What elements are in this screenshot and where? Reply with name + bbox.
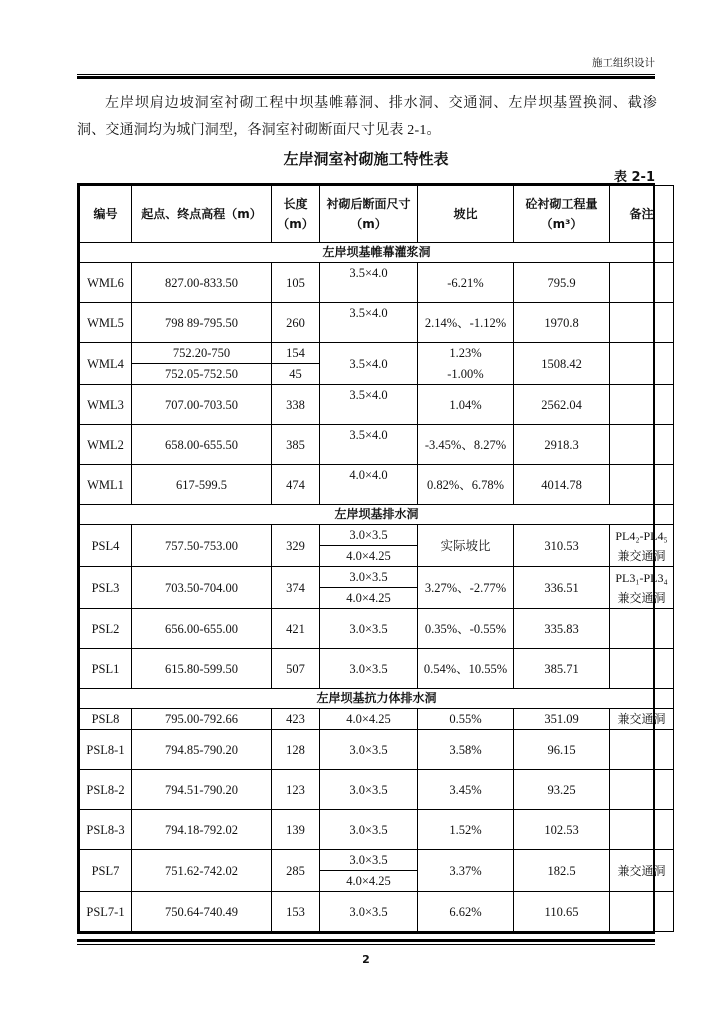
cell-note [610,770,674,810]
cell-code: PSL4 [80,525,132,567]
cell-note [610,263,674,303]
cell-note: PL3₁-PL3₄兼交通洞 [610,567,674,609]
cell-volume: 385.71 [514,649,610,689]
cell-volume: 1970.8 [514,303,610,343]
cell-elevation: 795.00-792.66 [132,709,272,730]
cell-section: 3.5×4.0 [320,303,418,343]
cell-slope: 1.23% [418,343,514,364]
table-row [80,343,674,364]
cell-section: 4.0×4.0 [320,465,418,505]
cell-section: 3.5×4.0 [320,343,418,385]
cell-note [610,465,674,505]
cell-slope: 1.52% [418,810,514,850]
cell-slope: 3.37% [418,850,514,892]
col-header-slope: 坡比 [418,186,514,243]
cell-elevation: 752.20-750 [132,343,272,364]
cell-length: 128 [272,730,320,770]
table-row [80,263,674,303]
header-rule-thick [77,76,655,79]
page-number: 2 [362,953,370,966]
cell-volume: 336.51 [514,567,610,609]
cell-section: 3.5×4.0 [320,425,418,465]
cell-note [610,425,674,465]
intro-paragraph: 左岸坝肩边坡洞室衬砌工程中坝基帷幕洞、排水洞、交通洞、左岸坝基置换洞、截渗洞、交通洞均为城门洞型，各洞室衬砌断面尺寸见表 2-1。 [77,96,657,138]
cell-elevation: 798 89-795.50 [132,303,272,343]
cell-slope: 0.54%、10.55% [418,649,514,689]
table-row [80,709,674,730]
cell-elevation: 656.00-655.00 [132,609,272,649]
cell-length: 154 [272,343,320,364]
table-row [80,567,674,588]
cell-slope-2: -1.00% [418,364,514,385]
cell-code: PSL8-1 [80,730,132,770]
cell-length: 421 [272,609,320,649]
cell-length: 139 [272,810,320,850]
cell-code: PSL1 [80,649,132,689]
cell-length-2: 45 [272,364,320,385]
table-row [80,649,674,689]
cell-length: 329 [272,525,320,567]
cell-note: PL4₂-PL4₅兼交通洞 [610,525,674,567]
cell-elevation: 794.18-792.02 [132,810,272,850]
cell-length: 423 [272,709,320,730]
cell-code: PSL8 [80,709,132,730]
cell-elevation: 658.00-655.50 [132,425,272,465]
table-row [80,385,674,425]
cell-note [610,649,674,689]
cell-volume: 335.83 [514,609,610,649]
cell-length: 153 [272,892,320,932]
cell-code: WML1 [80,465,132,505]
table-row [80,730,674,770]
cell-volume: 4014.78 [514,465,610,505]
cell-section-2: 4.0×4.25 [320,546,418,567]
cell-section: 3.0×3.5 [320,850,418,871]
section-title: 左岸坝基排水洞 [80,505,674,525]
table-row [80,525,674,546]
cell-section: 3.0×3.5 [320,892,418,932]
cell-section: 3.5×4.0 [320,263,418,303]
cell-length: 507 [272,649,320,689]
cell-length: 260 [272,303,320,343]
cell-elevation: 751.62-742.02 [132,850,272,892]
cell-section: 3.0×3.5 [320,609,418,649]
cell-note: 兼交通洞 [610,850,674,892]
table-row [80,770,674,810]
col-header-volume: 砼衬砌工程量（m³） [514,186,610,243]
cell-length: 123 [272,770,320,810]
cell-elevation: 794.51-790.20 [132,770,272,810]
cell-length: 474 [272,465,320,505]
section-title-row [80,689,674,709]
cell-code: PSL8-3 [80,810,132,850]
cell-elevation: 615.80-599.50 [132,649,272,689]
cell-note [610,343,674,385]
header-text: 施工组织设计 [592,58,655,69]
cell-code: WML2 [80,425,132,465]
col-header-length: 长度（m） [272,186,320,243]
cell-elevation: 757.50-753.00 [132,525,272,567]
col-header-note: 备注 [610,186,674,243]
cell-note [610,609,674,649]
cell-length: 285 [272,850,320,892]
cell-code: WML4 [80,343,132,385]
cell-length: 338 [272,385,320,425]
cell-slope: 实际坡比 [418,525,514,567]
cell-section: 3.0×3.5 [320,730,418,770]
cell-slope: 2.14%、-1.12% [418,303,514,343]
table-row [80,425,674,465]
table-number: 表 2-1 [613,170,655,185]
table-header-row [80,186,674,243]
cell-slope: -3.45%、8.27% [418,425,514,465]
cell-code: PSL7 [80,850,132,892]
table-row [80,303,674,343]
tunnel-lining-table [79,185,674,932]
section-title-row [80,243,674,263]
cell-section: 3.0×3.5 [320,525,418,546]
page-header [77,57,655,73]
cell-note [610,730,674,770]
cell-section: 3.0×3.5 [320,649,418,689]
cell-note [610,385,674,425]
cell-slope: 0.82%、6.78% [418,465,514,505]
footer-rule-thick [77,939,655,942]
cell-slope: 3.27%、-2.77% [418,567,514,609]
cell-note [610,810,674,850]
section-title-row [80,505,674,525]
table-title: 左岸洞室衬砌施工特性表 [283,150,449,168]
cell-elevation: 827.00-833.50 [132,263,272,303]
cell-slope: 6.62% [418,892,514,932]
cell-elevation: 794.85-790.20 [132,730,272,770]
cell-note [610,303,674,343]
col-header-elevation: 起点、终点高程（m） [132,186,272,243]
cell-slope: 1.04% [418,385,514,425]
cell-code: PSL2 [80,609,132,649]
cell-section-2: 4.0×4.25 [320,871,418,892]
cell-slope: 3.45% [418,770,514,810]
cell-slope: -6.21% [418,263,514,303]
cell-volume: 310.53 [514,525,610,567]
section-title: 左岸坝基抗力体排水洞 [80,689,674,709]
table-row [80,850,674,871]
header-rule-thin [77,74,655,75]
cell-volume: 96.15 [514,730,610,770]
table-row [80,810,674,850]
cell-elevation: 707.00-703.50 [132,385,272,425]
cell-volume: 2562.04 [514,385,610,425]
col-header-section: 衬砌后断面尺寸（m） [320,186,418,243]
table-row [80,609,674,649]
cell-section: 3.0×3.5 [320,567,418,588]
cell-section-2: 4.0×4.25 [320,588,418,609]
cell-slope: 3.58% [418,730,514,770]
cell-volume: 93.25 [514,770,610,810]
cell-volume: 110.65 [514,892,610,932]
cell-length: 374 [272,567,320,609]
cell-section: 3.5×4.0 [320,385,418,425]
cell-volume: 795.9 [514,263,610,303]
cell-code: WML6 [80,263,132,303]
table-row [80,465,674,505]
cell-elevation: 703.50-704.00 [132,567,272,609]
cell-volume: 102.53 [514,810,610,850]
cell-slope: 0.55% [418,709,514,730]
table-row [80,892,674,932]
cell-code: PSL3 [80,567,132,609]
cell-elevation: 617-599.5 [132,465,272,505]
cell-section: 3.0×3.5 [320,770,418,810]
col-header-code: 编号 [80,186,132,243]
cell-length: 105 [272,263,320,303]
cell-volume: 351.09 [514,709,610,730]
cell-elevation: 750.64-740.49 [132,892,272,932]
cell-section: 3.0×3.5 [320,810,418,850]
cell-elevation-2: 752.05-752.50 [132,364,272,385]
cell-slope: 0.35%、-0.55% [418,609,514,649]
cell-note: 兼交通洞 [610,709,674,730]
cell-code: PSL7-1 [80,892,132,932]
cell-volume: 182.5 [514,850,610,892]
section-title: 左岸坝基帷幕灌浆洞 [80,243,674,263]
cell-length: 385 [272,425,320,465]
cell-volume: 1508.42 [514,343,610,385]
cell-volume: 2918.3 [514,425,610,465]
cell-note [610,892,674,932]
cell-code: WML5 [80,303,132,343]
cell-section: 4.0×4.25 [320,709,418,730]
cell-code: WML3 [80,385,132,425]
footer-rule-thin [77,944,655,945]
cell-code: PSL8-2 [80,770,132,810]
